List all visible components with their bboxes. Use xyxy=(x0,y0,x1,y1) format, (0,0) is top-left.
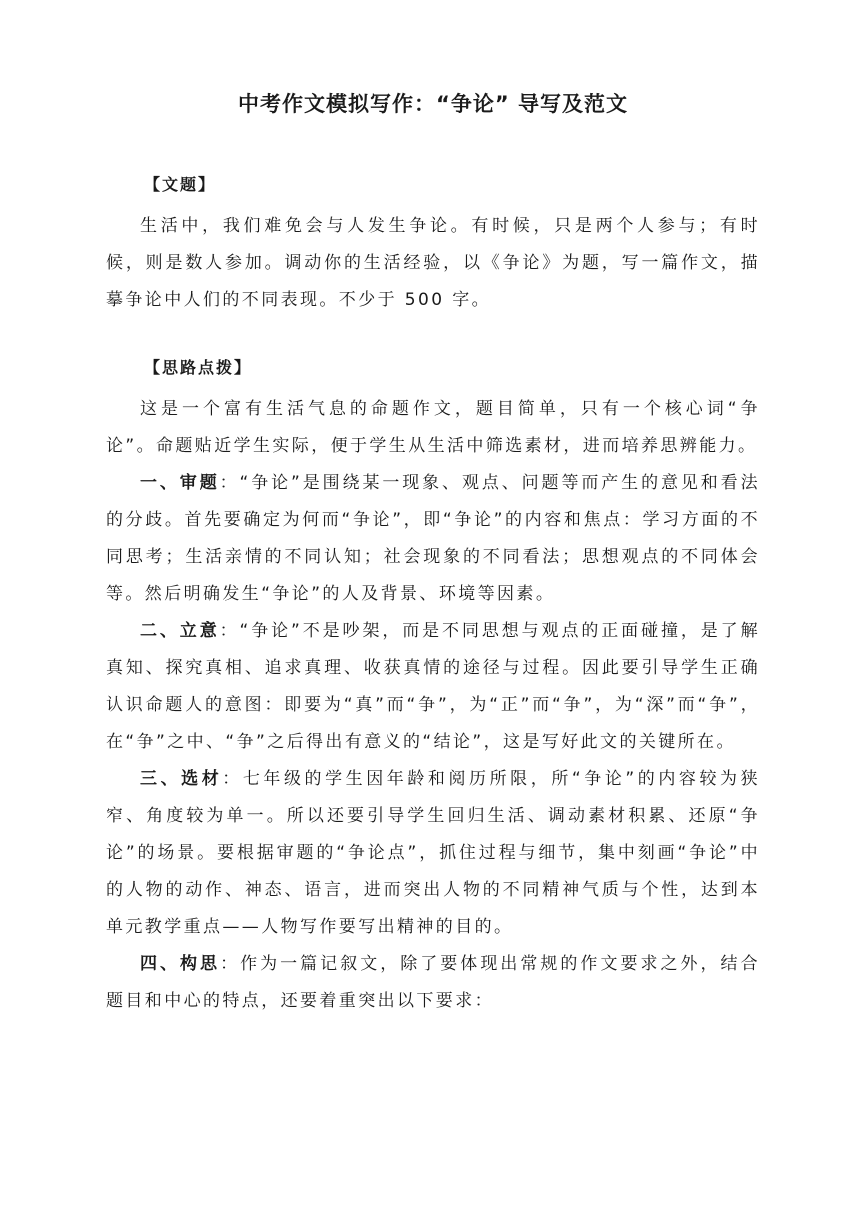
point-lead: 三、选材 xyxy=(140,769,223,789)
point-lead: 一、审题 xyxy=(140,473,220,493)
point-lead: 二、立意 xyxy=(140,621,220,641)
guide-point-3 xyxy=(106,761,760,946)
prompt-heading: 【文题】 xyxy=(144,175,217,194)
section-gap xyxy=(106,319,760,355)
point-text: ：“争论”是围绕某一现象、观点、问题等而产生的意见和看法的分歧。首先要确定为何而“争论”，即“争论”的内容和焦点：学习方面的不同思考；生活亲情的不同认知；社会现象的不同看法；思想观点的不同体会等。然后明确发生“争论”的人及背景、环境等因素。 xyxy=(106,473,760,604)
guide-point-1 xyxy=(106,465,760,613)
guide-point-2 xyxy=(106,613,760,761)
guide-point-4 xyxy=(106,946,760,1020)
prompt-text: 生活中，我们难免会与人发生争论。有时候，只是两个人参与；有时候，则是数人参加。调动你的生活经验，以《争论》为题，写一篇作文，描摹争论中人们的不同表现。不少于 500 字。 xyxy=(106,216,760,310)
point-text: ：七年级的学生因年龄和阅历所限，所“争论”的内容较为狭窄、角度较为单一。所以还要引导学生回归生活、调动素材积累、还原“争论”的场景。要根据审题的“争论点”，抓住过程与细节，集中刻画“争论”中的人物的动作、神态、语言，进而突出人物的不同精神气质与个性，达到本单元教学重点——人物写作要写出精神的目的。 xyxy=(106,769,760,937)
guide-intro: 这是一个富有生活气息的命题作文，题目简单，只有一个核心词“争论”。命题贴近学生实际，便于学生从生活中筛选素材，进而培养思辨能力。 xyxy=(106,399,760,456)
guide-heading: 【思路点拨】 xyxy=(144,358,253,377)
point-text: ：作为一篇记叙文，除了要体现出常规的作文要求之外，结合题目和中心的特点，还要着重突出以下要求： xyxy=(106,954,760,1011)
point-lead: 四、构思 xyxy=(140,954,221,974)
point-text: ：“争论”不是吵架，而是不同思想与观点的正面碰撞，是了解真知、探究真相、追求真理、收获真情的途径与过程。因此要引导学生正确认识命题人的意图：即要为“真”而“争”，为“正”而“争”，为“深”而“争”，在“争”之中、“争”之后得出有意义的“结论”，这是写好此文的关键所在。 xyxy=(106,621,760,752)
page-title: 中考作文模拟写作：“争论” 导写及范文 xyxy=(238,92,628,116)
